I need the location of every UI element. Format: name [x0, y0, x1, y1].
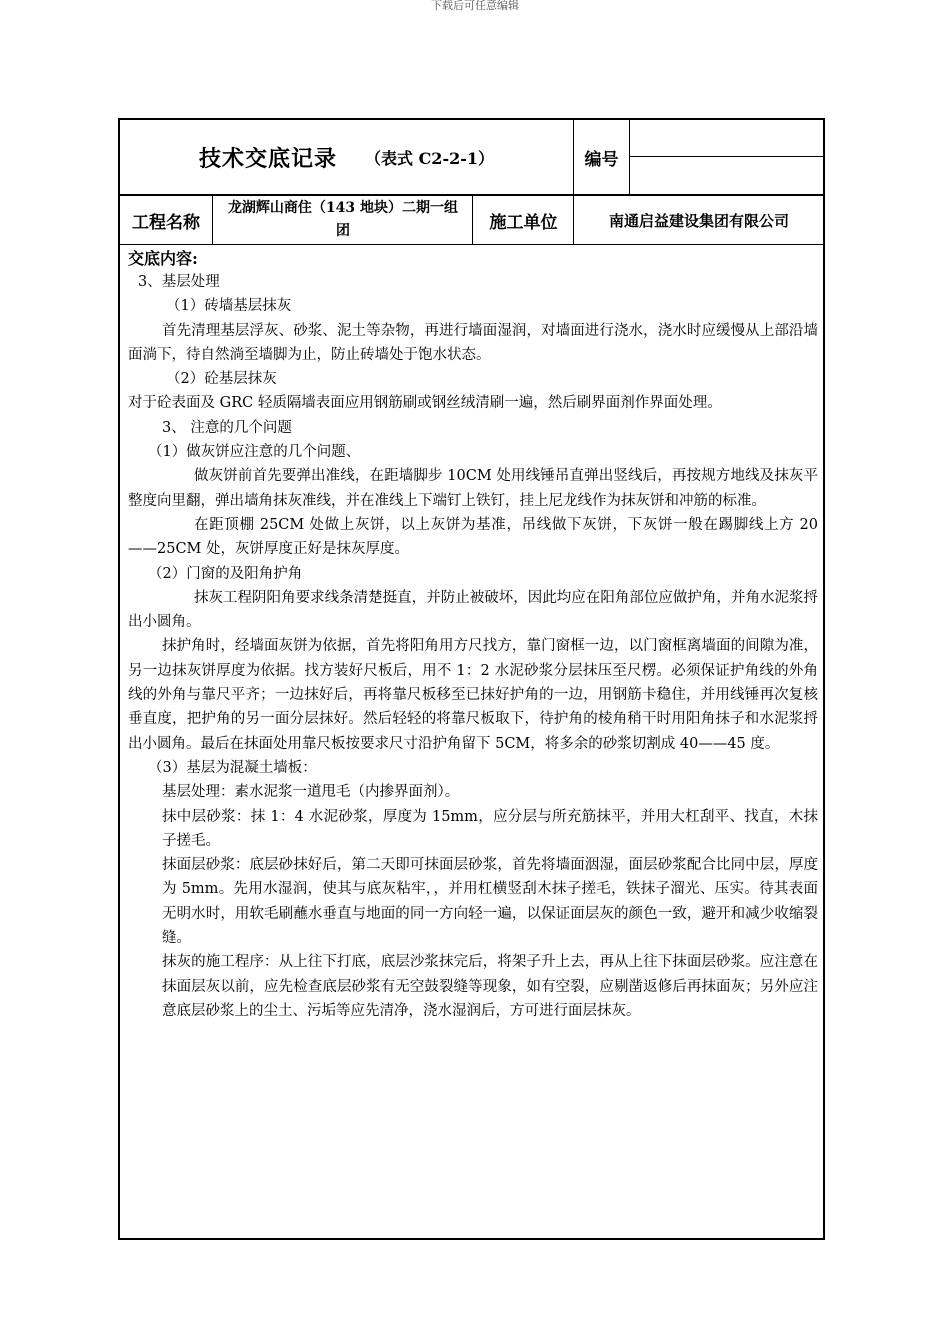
- content-line: （3）基层为混凝土墙板：: [148, 759, 317, 776]
- content-line: 抹护角时，经墙面灰饼为依据，首先将阳角用方尺找方，靠门窗框一边，以门窗框离墙面的间隙为准，另一边抹灰饼厚度为依据。找方装好尺板后，用不 1：2 水泥砂浆分层抹压至尺楞。必须保证护角线的外角线的外角与靠尺平齐；一边抹好后，再将靠尺板移至已抹好护角的一边，用钢筋卡稳住，并用线锤再次复核垂直度，把护角的另一面分层抹好。然后轻轻的将靠尺板取下，待护角的棱角稍干时用阳角抹子和水泥浆捋出小圆角。最后在抹面处用靠尺板按要求尺寸沿护角留下 5CM，将多余的砂浆切割成 40——45 度。: [128, 638, 818, 752]
- content-line: 基层处理：素水泥浆一道甩毛（内掺界面剂）。: [162, 784, 460, 801]
- content-line: （1）做灰饼应注意的几个问题、: [148, 444, 361, 461]
- content-line: 抹中层砂浆：抹 1：4 水泥砂浆，厚度为 15mm，应分层与所充筋抹平，并用大杠刮平、找直，木抹子搓毛。: [162, 808, 818, 849]
- form-code: （表式 C2-2-1）: [365, 148, 494, 168]
- number-value-field-2[interactable]: [630, 157, 823, 194]
- form-title: 技术交底记录: [198, 145, 337, 172]
- title-row: [120, 120, 823, 196]
- content-title: 交底内容:: [128, 249, 198, 268]
- project-name-value[interactable]: 龙湖辉山商住（143 地块）二期一组团: [214, 196, 473, 244]
- content-line: （1）砖墙基层抹灰: [166, 298, 292, 315]
- page-header-note: 下载后可任意编辑: [431, 0, 519, 12]
- content-line: （2）门窗的及阳角护角: [148, 565, 303, 582]
- content-line: 在距顶棚 25CM 处做上灰饼，以上灰饼为基准，吊线做下灰饼，下灰饼一般在踢脚线上方 20——25CM 处，灰饼厚度正好是抹灰厚度。: [128, 516, 818, 558]
- content-line: 首先清理基层浮灰、砂浆、泥土等杂物，再进行墙面湿润，对墙面进行浇水，浇水时应缓慢从上部沿墙面淌下，待自然淌至墙脚为止，防止砖墙处于饱水状态。: [128, 322, 818, 363]
- content-line: 做灰饼前首先要弹出准线，在距墙脚步 10CM 处用线锤吊直弹出竖线后，再按规方地线及抹灰平整度向里翻，弹出墙角抹灰准线，并在准线上下端钉上铁钉，挂上尼龙线作为抹灰饼和冲筋的标准。: [128, 468, 818, 509]
- number-value-field[interactable]: [630, 120, 823, 157]
- title-cell: [120, 120, 574, 194]
- project-row: [120, 196, 823, 245]
- content-line: （2）砼基层抹灰: [166, 371, 277, 388]
- content-line: 抹灰工程阴阳角要求线条清楚挺直，并防止被破坏，因此均应在阳角部位应做护角，并角水泥浆捋出小圆角。: [128, 589, 818, 631]
- content-line: 对于砼表面及 GRC 轻质隔墙表面应用钢筋刷或钢丝绒清刷一遍，然后刷界面剂作界面处理。: [128, 395, 722, 412]
- content-line: 3、基层处理: [138, 274, 220, 290]
- number-label: 编号: [574, 120, 630, 194]
- construction-unit-label: 施工单位: [474, 196, 574, 244]
- construction-unit-value[interactable]: 南通启益建设集团有限公司: [608, 211, 789, 230]
- disclosure-content: [128, 248, 818, 1023]
- content-line: 抹灰的施工程序：从上往下打底，底层沙浆抹完后，将架子升上去，再从上往下抹面层砂浆。应注意在抹面层灰以前，应先检查底层砂浆有无空鼓裂缝等现象，如有空裂，应剔凿返修后再抹面灰；另外应注意底层砂浆上的尘土、污垢等应先清净，浇水湿润后，方可进行面层抹灰。: [162, 954, 818, 1019]
- technical-disclosure-form: [118, 118, 825, 1240]
- content-line: 3、 注意的几个问题: [162, 419, 292, 436]
- project-name-label: 工程名称: [120, 196, 213, 244]
- content-line: 抹面层砂浆：底层砂抹好后，第二天即可抹面层砂浆，首先将墙面洇湿，面层砂浆配合比同中层，厚度为 5mm。先用水湿润，使其与底灰粘牢，，并用杠横竖刮木抹子搓毛，铁抹子溜光、压实。待其表面无明水时，用软毛刷蘸水垂直与地面的同一方向轻一遍，以保证面层灰的颜色一致，避开和减少收缩裂缝。: [162, 857, 818, 947]
